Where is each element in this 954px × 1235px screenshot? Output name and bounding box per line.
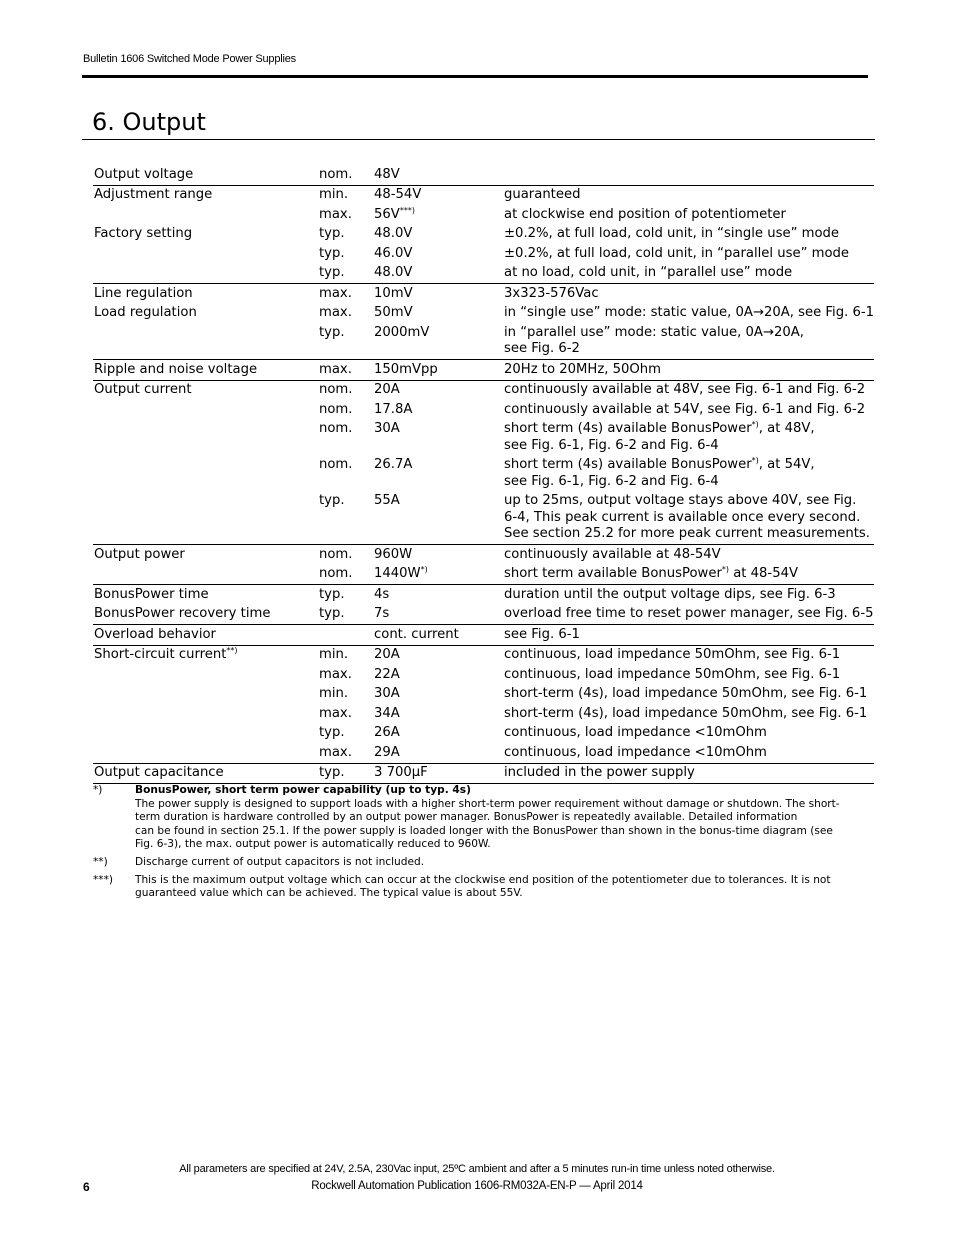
value-text: 48V	[374, 166, 400, 182]
value-text: 55A	[374, 493, 400, 508]
condition-text-after: at 48-54V	[729, 566, 798, 581]
parameter-cell	[94, 286, 319, 303]
condition-text: 3x323-576Vac	[504, 285, 599, 301]
condition-text: included in the power supply	[504, 765, 695, 780]
condition-cell	[504, 362, 874, 379]
spec-row	[93, 605, 874, 625]
condition-cell	[504, 606, 874, 623]
spec-row	[93, 585, 874, 605]
value-cell	[374, 402, 504, 419]
qualifier-cell: nom.	[319, 421, 353, 436]
condition-line	[504, 725, 874, 742]
condition-cell	[504, 547, 874, 564]
parameter-cell	[94, 305, 319, 322]
parameter-cell	[94, 493, 319, 543]
qualifier-cell: typ.	[319, 765, 345, 780]
spec-row	[93, 264, 874, 284]
condition-cell	[504, 765, 874, 782]
value-text: 30A	[374, 686, 400, 701]
condition-line	[504, 305, 874, 322]
condition-text: in “single use” mode: static value, 0A→20A, see Fig. 6-1	[504, 305, 875, 320]
qualifier-cell: nom.	[319, 546, 353, 562]
parameter-name: Short-circuit current	[94, 647, 227, 662]
spec-row	[93, 284, 874, 304]
spec-row	[93, 244, 874, 264]
qualifier-cell: max.	[319, 705, 352, 721]
parameter-cell	[94, 382, 319, 399]
qualifier-cell: max.	[319, 285, 352, 301]
value-cell	[374, 246, 504, 263]
parameter-cell	[94, 226, 319, 243]
spec-row	[93, 225, 874, 245]
parameter-cell	[94, 547, 319, 564]
value-cell	[374, 566, 504, 583]
spec-group	[93, 381, 874, 546]
value-cell	[374, 167, 504, 184]
condition-line-2: see Fig. 6-1, Fig. 6-2 and Fig. 6-4	[504, 437, 719, 453]
footnote-mark: **)	[93, 855, 108, 868]
condition-text: short-term (4s), load impedance 50mOhm, see Fig. 6-1	[504, 686, 868, 701]
condition-text: continuously available at 48-54V	[504, 546, 721, 562]
qualifier-cell: max.	[319, 744, 352, 760]
condition-line	[504, 765, 874, 782]
parameter-footnote-mark: **)	[226, 646, 238, 655]
parameter-name: BonusPower recovery time	[94, 606, 271, 621]
spec-group	[93, 585, 874, 625]
condition-cell	[504, 286, 874, 303]
condition-footnote-mark: *)	[751, 420, 759, 429]
value-text: 10mV	[374, 285, 413, 301]
condition-cell	[504, 421, 874, 454]
value-cell	[374, 686, 504, 703]
spec-row	[93, 400, 874, 420]
footnote-line: Discharge current of output capacitors is not included.	[135, 855, 425, 868]
condition-text: continuous, load impedance <10mOhm	[504, 744, 767, 760]
condition-text: duration until the output voltage dips, see Fig. 6-3	[504, 586, 836, 602]
spec-group	[93, 165, 874, 186]
qualifier-cell: typ.	[319, 226, 345, 241]
condition-line	[504, 647, 874, 664]
qualifier-cell: max.	[319, 361, 352, 377]
condition-cell	[504, 226, 874, 243]
condition-line	[504, 362, 874, 379]
spec-group	[93, 646, 874, 764]
condition-text: overload free time to reset power manager, see Fig. 6-5	[504, 606, 874, 621]
condition-text-after: , at 48V,	[758, 421, 815, 436]
condition-line	[504, 382, 874, 399]
publication-info: Rockwell Automation Publication 1606-RM032A-EN-P — April 2014	[311, 1180, 643, 1192]
qualifier-cell: nom.	[319, 382, 353, 397]
condition-line	[504, 226, 874, 243]
condition-text: short term (4s) available BonusPower	[504, 457, 752, 472]
condition-line	[504, 207, 874, 224]
value-text: 48.0V	[374, 226, 413, 241]
qualifier-cell: typ.	[319, 265, 345, 280]
condition-line	[504, 627, 874, 644]
spec-row	[93, 704, 874, 724]
value-text: 26.7A	[374, 457, 413, 472]
condition-cell	[504, 325, 874, 358]
condition-text: ±0.2%, at full load, cold unit, in “parallel use” mode	[504, 245, 850, 261]
condition-line	[504, 325, 874, 342]
condition-text: guaranteed	[504, 187, 581, 202]
value-cell	[374, 226, 504, 243]
parameter-name: Output current	[94, 382, 192, 397]
value-text: 50mV	[374, 305, 413, 320]
spec-row	[93, 492, 874, 545]
condition-text: short-term (4s), load impedance 50mOhm, see Fig. 6-1	[504, 705, 868, 721]
condition-cell	[504, 265, 874, 282]
value-text: 48-54V	[374, 187, 422, 202]
footnote	[93, 856, 863, 870]
footnote	[93, 874, 863, 901]
condition-line-2: 6-4, This peak current is available once every second.	[504, 509, 861, 525]
condition-text: at no load, cold unit, in “parallel use” mode	[504, 265, 793, 280]
condition-cell	[504, 647, 874, 664]
value-cell	[374, 305, 504, 322]
value-text: 3 700μF	[374, 765, 428, 780]
spec-row	[93, 165, 874, 185]
condition-text: continuous, load impedance <10mOhm	[504, 725, 767, 740]
footnote-body	[135, 784, 863, 852]
qualifier-cell: typ.	[319, 606, 345, 621]
footnote-line: term duration is hardware controlled by an output power manager. BonusPower is repeatedly available. Detailed information	[135, 811, 798, 824]
value-cell	[374, 667, 504, 684]
output-spec-table	[93, 165, 874, 784]
parameter-cell	[94, 325, 319, 358]
condition-line-2: see Fig. 6-2	[504, 341, 580, 356]
spec-group	[93, 186, 874, 285]
value-cell	[374, 493, 504, 543]
condition-text: continuously available at 54V, see Fig. 6-1 and Fig. 6-2	[504, 401, 866, 417]
qualifier-cell: min.	[319, 686, 349, 701]
spec-row	[93, 456, 874, 492]
spec-row	[93, 625, 874, 645]
value-cell	[374, 325, 504, 358]
footnote-line: can be found in section 25.1. If the power supply is loaded longer with the BonusPower than shown in the bonus-time diagram (see	[135, 824, 833, 837]
value-text: 150mVpp	[374, 361, 438, 377]
value-cell	[374, 606, 504, 623]
condition-footnote-mark: *)	[751, 456, 759, 465]
condition-text: ±0.2%, at full load, cold unit, in “single use” mode	[504, 226, 839, 241]
header-rule	[82, 75, 868, 78]
page-number: 6	[83, 1180, 90, 1194]
condition-line	[504, 286, 874, 303]
parameter-name: Overload behavior	[94, 626, 216, 642]
footnote-line: Fig. 6-3), the max. output power is automatically reduced to 960W.	[135, 838, 491, 851]
parameter-cell	[94, 362, 319, 379]
condition-line	[504, 493, 874, 510]
footnote-line: guaranteed value which can be achieved. The typical value is about 55V.	[135, 887, 523, 900]
parameter-name: Line regulation	[94, 285, 193, 301]
parameter-cell	[94, 402, 319, 419]
condition-line	[504, 745, 874, 762]
condition-cell	[504, 745, 874, 762]
condition-cell	[504, 167, 874, 184]
condition-cell	[504, 382, 874, 399]
value-text: 17.8A	[374, 401, 413, 417]
spec-row	[93, 646, 874, 666]
spec-row	[93, 743, 874, 763]
condition-text: short term available BonusPower	[504, 566, 722, 581]
footnote-line: This is the maximum output voltage which can occur at the clockwise end position of the potentiometer due to tolerances. It is not	[135, 873, 831, 886]
parameter-name: BonusPower time	[94, 586, 209, 602]
value-cell	[374, 706, 504, 723]
parameter-cell	[94, 627, 319, 644]
condition-cell	[504, 706, 874, 723]
value-text: 20A	[374, 382, 400, 397]
title-rule	[82, 139, 875, 140]
value-text: 56V	[374, 206, 400, 222]
qualifier-cell: max.	[319, 305, 352, 320]
parameter-name: Adjustment range	[94, 187, 213, 202]
condition-text: see Fig. 6-1	[504, 626, 580, 642]
condition-text: at clockwise end position of potentiometer	[504, 206, 786, 222]
value-text: 48.0V	[374, 265, 413, 280]
value-cell	[374, 765, 504, 782]
footnote	[93, 784, 863, 852]
value-text: 20A	[374, 647, 400, 662]
qualifier-cell: max.	[319, 206, 352, 222]
condition-cell	[504, 627, 874, 644]
parameter-cell	[94, 246, 319, 263]
qualifier-cell: nom.	[319, 566, 353, 581]
value-cell	[374, 647, 504, 664]
qualifier-cell: typ.	[319, 493, 345, 508]
qualifier-cell: nom.	[319, 166, 353, 182]
value-footnote-mark: *)	[420, 565, 428, 574]
condition-line	[504, 421, 874, 438]
qualifier-cell: min.	[319, 647, 349, 662]
qualifier-cell: max.	[319, 666, 352, 682]
qualifier-cell: min.	[319, 187, 349, 202]
value-cell	[374, 286, 504, 303]
value-text: 22A	[374, 666, 400, 682]
value-text: 7s	[374, 606, 390, 621]
value-cell	[374, 382, 504, 399]
footnote-body	[135, 874, 863, 901]
section-title: 6. Output	[92, 108, 206, 136]
condition-line	[504, 265, 874, 282]
value-text: 34A	[374, 705, 400, 721]
footer-note: All parameters are specified at 24V, 2.5A, 230Vac input, 25ºC ambient and after a 5 minutes run-in time unless noted otherwise.	[179, 1163, 775, 1175]
parameter-name: Ripple and noise voltage	[94, 361, 258, 377]
qualifier-cell: nom.	[319, 457, 353, 472]
condition-text: continuously available at 48V, see Fig. 6-1 and Fig. 6-2	[504, 382, 866, 397]
value-cell	[374, 187, 504, 204]
parameter-cell	[94, 745, 319, 762]
condition-text: continuous, load impedance 50mOhm, see Fig. 6-1	[504, 647, 841, 662]
condition-line	[504, 686, 874, 703]
parameter-cell	[94, 686, 319, 703]
condition-line	[504, 246, 874, 263]
condition-text-after: , at 54V,	[758, 457, 815, 472]
parameter-cell	[94, 765, 319, 782]
parameter-cell	[94, 265, 319, 282]
condition-text: up to 25ms, output voltage stays above 40V, see Fig.	[504, 493, 857, 508]
qualifier-cell: typ.	[319, 586, 345, 602]
spec-group	[93, 625, 874, 646]
qualifier-cell	[319, 627, 374, 644]
condition-line	[504, 706, 874, 723]
value-cell	[374, 627, 504, 644]
value-cell	[374, 421, 504, 454]
spec-group	[93, 764, 874, 785]
parameter-name: Output power	[94, 546, 185, 562]
spec-row	[93, 724, 874, 744]
condition-cell	[504, 667, 874, 684]
spec-row	[93, 685, 874, 705]
parameter-cell	[94, 667, 319, 684]
spec-row	[93, 545, 874, 565]
condition-line-2: see Fig. 6-1, Fig. 6-2 and Fig. 6-4	[504, 473, 719, 489]
value-cell	[374, 547, 504, 564]
value-text: 30A	[374, 421, 400, 436]
value-cell	[374, 745, 504, 762]
condition-text: 20Hz to 20MHz, 50Ohm	[504, 361, 661, 377]
parameter-name: Output capacitance	[94, 765, 224, 780]
condition-cell	[504, 207, 874, 224]
condition-line	[504, 606, 874, 623]
qualifier-cell: typ.	[319, 324, 345, 340]
value-cell	[374, 725, 504, 742]
spec-row	[93, 565, 874, 585]
footnote-mark: *)	[93, 784, 103, 796]
document-header: Bulletin 1606 Switched Mode Power Supplies	[83, 53, 296, 65]
parameter-cell	[94, 587, 319, 604]
condition-cell	[504, 686, 874, 703]
parameter-cell	[94, 725, 319, 742]
condition-cell	[504, 457, 874, 490]
spec-row	[93, 420, 874, 456]
parameter-cell	[94, 606, 319, 623]
condition-cell	[504, 725, 874, 742]
condition-text: short term (4s) available BonusPower	[504, 421, 752, 436]
footnote-body	[135, 856, 863, 870]
parameter-name: Factory setting	[94, 226, 193, 241]
value-cell	[374, 587, 504, 604]
footnote-line: The power supply is designed to support loads with a higher short-term power requirement without damage or shutdown. The short-	[135, 797, 840, 810]
value-text: 29A	[374, 744, 400, 760]
parameter-cell	[94, 706, 319, 723]
value-text: 2000mV	[374, 324, 430, 340]
value-cell	[374, 457, 504, 490]
parameter-cell	[94, 566, 319, 583]
parameter-name: Load regulation	[94, 305, 197, 320]
parameter-cell	[94, 207, 319, 224]
parameter-cell	[94, 457, 319, 490]
condition-cell	[504, 246, 874, 263]
spec-row	[93, 323, 874, 359]
condition-footnote-mark: *)	[721, 565, 730, 574]
value-text: 4s	[374, 586, 390, 602]
parameter-cell	[94, 421, 319, 454]
condition-line	[504, 667, 874, 684]
value-text: cont. current	[374, 626, 459, 642]
qualifier-cell: typ.	[319, 245, 345, 261]
spec-row	[93, 360, 874, 380]
spec-row	[93, 186, 874, 206]
condition-line	[504, 187, 874, 204]
condition-cell	[504, 305, 874, 322]
spec-group	[93, 545, 874, 585]
spec-row	[93, 205, 874, 225]
footnotes	[93, 784, 863, 905]
spec-row	[93, 381, 874, 401]
qualifier-cell: typ.	[319, 725, 345, 740]
condition-text: in “parallel use” mode: static value, 0A→20A,	[504, 324, 804, 340]
spec-group	[93, 360, 874, 381]
condition-cell	[504, 402, 874, 419]
value-cell	[374, 207, 504, 224]
value-text: 960W	[374, 546, 413, 562]
footnote-heading: BonusPower, short term power capability (up to typ. 4s)	[135, 784, 471, 796]
condition-cell	[504, 493, 874, 543]
parameter-name: Output voltage	[94, 166, 194, 182]
condition-cell	[504, 587, 874, 604]
condition-line-3: See section 25.2 for more peak current measurements.	[504, 526, 870, 541]
value-text: 46.0V	[374, 245, 413, 261]
value-text: 26A	[374, 725, 400, 740]
parameter-cell	[94, 167, 319, 184]
condition-cell	[504, 187, 874, 204]
spec-row	[93, 764, 874, 784]
qualifier-cell: nom.	[319, 401, 353, 417]
spec-row	[93, 665, 874, 685]
condition-text: continuous, load impedance 50mOhm, see Fig. 6-1	[504, 666, 841, 682]
value-footnote-mark: ***)	[399, 205, 415, 215]
footnote-mark: ***)	[93, 873, 114, 886]
spec-group	[93, 284, 874, 360]
value-cell	[374, 265, 504, 282]
condition-line	[504, 566, 874, 583]
condition-line	[504, 402, 874, 419]
condition-cell	[504, 566, 874, 583]
condition-line	[504, 587, 874, 604]
value-cell	[374, 362, 504, 379]
parameter-cell	[94, 187, 319, 204]
condition-line	[504, 547, 874, 564]
value-text: 1440W	[374, 566, 421, 581]
parameter-cell	[94, 647, 319, 664]
condition-line	[504, 457, 874, 474]
spec-row	[93, 304, 874, 324]
